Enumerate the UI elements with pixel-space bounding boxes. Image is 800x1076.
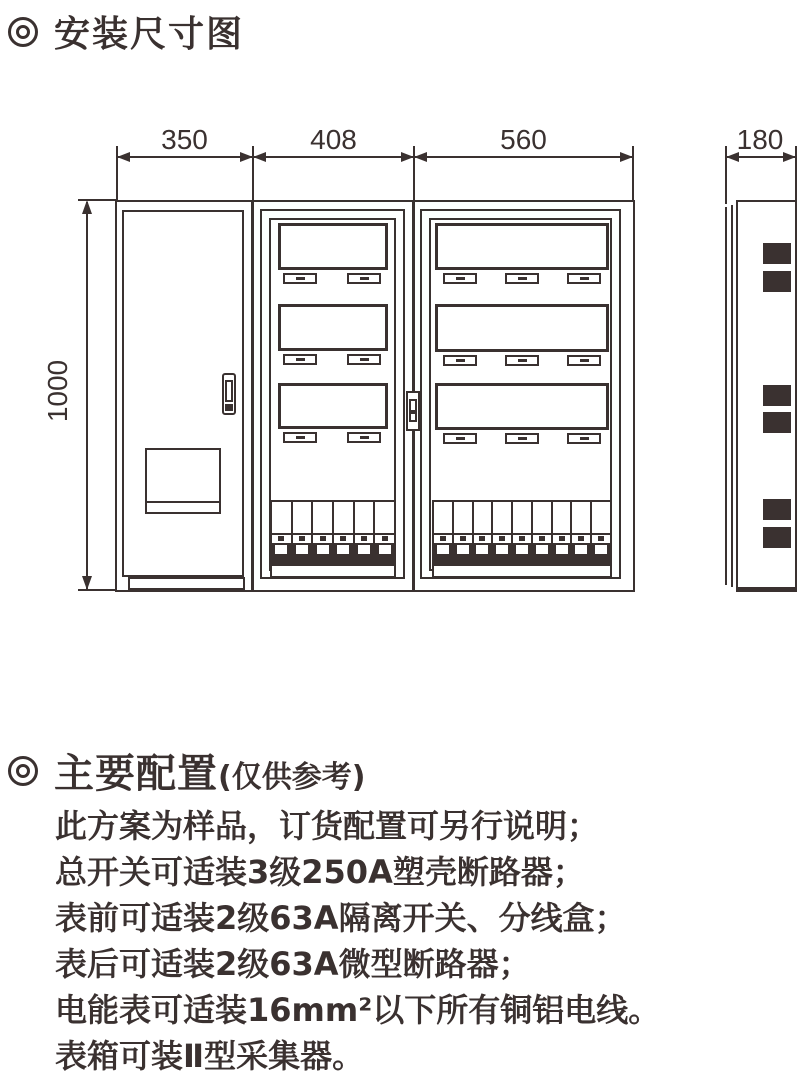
dim-arrow [401, 152, 414, 162]
left-door-window [145, 448, 221, 514]
dim-label-560: 560 [500, 124, 547, 155]
meter-window [435, 223, 609, 270]
breaker-module [592, 502, 610, 562]
door-handle-detail [225, 380, 233, 402]
door-handle-detail [225, 404, 233, 411]
breaker-module [474, 502, 494, 562]
side-view-door-edge-line [731, 205, 733, 587]
meter-nameplate [567, 433, 601, 444]
meter-nameplate [443, 433, 477, 444]
breaker-module [355, 502, 376, 562]
meter-nameplate [505, 433, 539, 444]
meter-nameplate [283, 273, 317, 284]
breaker-module [493, 502, 513, 562]
dim-arrow [117, 152, 130, 162]
configuration-title-note: (仅供参考) [218, 760, 366, 795]
dim-arrow [240, 152, 253, 162]
dim-arrow [253, 152, 266, 162]
side-view-door-edge-line [725, 207, 727, 585]
breaker-module [533, 502, 553, 562]
meter-nameplate [443, 273, 477, 284]
breaker-module [293, 502, 314, 562]
config-line: 此方案为样品，订货配置可另行说明； [55, 807, 600, 845]
dim-arrow [82, 200, 92, 214]
installation-title: 安装尺寸图 [54, 14, 245, 55]
dim-arrow [82, 576, 92, 590]
meter-nameplate [283, 432, 317, 443]
double-circle-bullet-icon [8, 17, 38, 47]
hinge-block [763, 385, 791, 406]
meter-nameplate [347, 432, 381, 443]
door-latch-detail [409, 399, 417, 412]
config-line: 表前可适装2级63A隔离开关、分线盒； [55, 899, 627, 937]
breaker-row-bottom-strip [432, 564, 612, 578]
breaker-row-bottom-strip [270, 564, 396, 578]
meter-window [435, 383, 609, 430]
breaker-module [553, 502, 573, 562]
breaker-module [513, 502, 533, 562]
breaker-module [572, 502, 592, 562]
hinge-block [763, 412, 791, 433]
meter-nameplate [347, 273, 381, 284]
breaker-row-right [432, 500, 612, 564]
config-line: 电能表可适装16mm²以下所有铜铝电线。 [55, 991, 661, 1029]
hinge-block [763, 271, 791, 292]
breaker-module [313, 502, 334, 562]
config-line: 总开关可适装3级250A塑壳断路器； [55, 853, 585, 891]
hinge-block [763, 527, 791, 548]
meter-window [278, 304, 388, 351]
left-door-bottom-strip [128, 577, 245, 590]
dim-arrow [783, 152, 796, 162]
dim-arrow [414, 152, 427, 162]
config-line: 表后可适装2级63A微型断路器； [55, 945, 531, 983]
breaker-module [272, 502, 293, 562]
config-line: 表箱可装Ⅱ型采集器。 [55, 1037, 365, 1075]
dim-arrow [726, 152, 739, 162]
meter-nameplate [347, 354, 381, 365]
hinge-block [763, 499, 791, 520]
dim-line-height [86, 202, 88, 590]
dim-label-350: 350 [161, 124, 208, 155]
dim-line-front-width [117, 156, 633, 158]
meter-nameplate [567, 355, 601, 366]
left-door-window-slot [147, 501, 219, 503]
breaker-row-middle [270, 500, 396, 564]
breaker-module [334, 502, 355, 562]
double-circle-bullet-icon [8, 756, 38, 786]
cabinet-section-divider [251, 202, 254, 590]
dim-arrow [620, 152, 633, 162]
breaker-module [454, 502, 474, 562]
meter-nameplate [443, 355, 477, 366]
meter-window [435, 304, 609, 352]
meter-nameplate [505, 273, 539, 284]
hinge-block [763, 243, 791, 264]
meter-nameplate [283, 354, 317, 365]
breaker-module [434, 502, 454, 562]
meter-window [278, 223, 388, 270]
door-latch-detail [409, 412, 417, 422]
installation-title-row [8, 6, 244, 57]
meter-nameplate [567, 273, 601, 284]
breaker-module [375, 502, 394, 562]
dim-label-1000: 1000 [42, 359, 73, 423]
meter-window [278, 383, 388, 429]
meter-nameplate [505, 355, 539, 366]
configuration-title: 主要配置 [54, 751, 218, 797]
dim-label-180: 180 [736, 124, 784, 155]
configuration-title-row [8, 742, 365, 799]
dim-label-408: 408 [310, 124, 357, 155]
